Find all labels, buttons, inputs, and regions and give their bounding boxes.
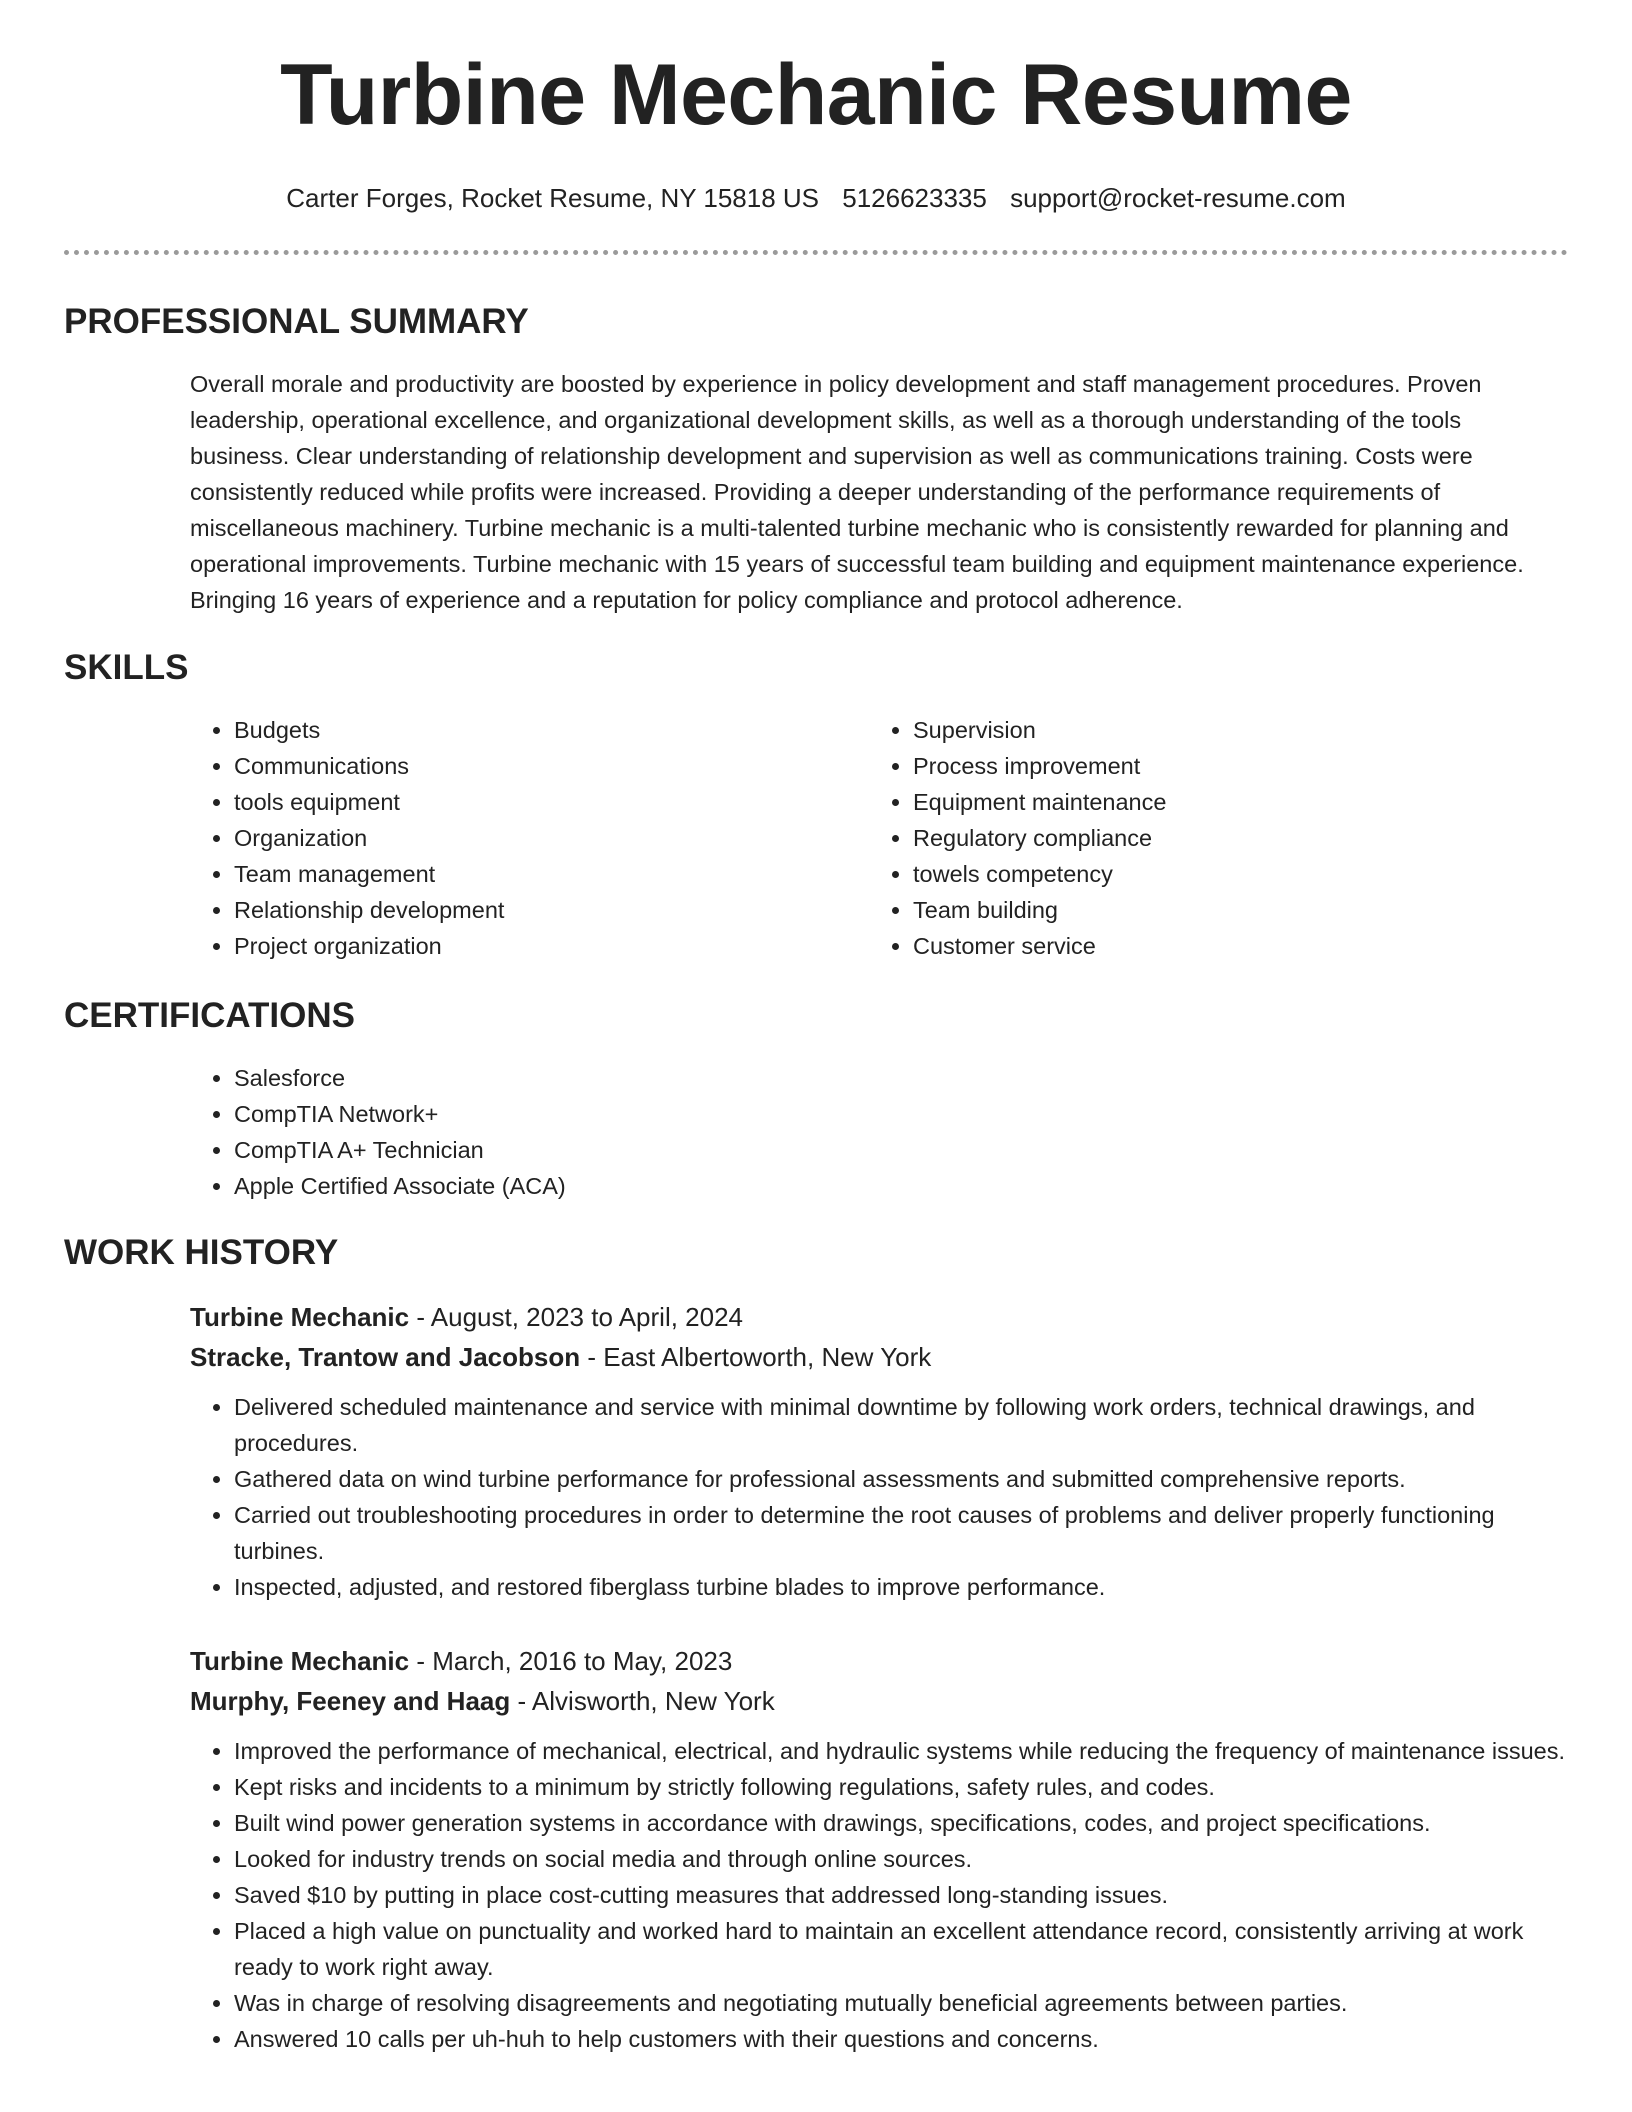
certifications-heading: CERTIFICATIONS xyxy=(64,996,356,1035)
skill-item: • Supervision xyxy=(913,712,1489,748)
skill-item: • Budgets xyxy=(234,712,810,748)
header-divider xyxy=(64,250,1568,255)
job-title: Turbine Mechanic xyxy=(190,1302,410,1332)
skill-item: • Team management xyxy=(234,856,810,892)
skill-item: • Communications xyxy=(234,748,810,784)
job-dates: - March, 2016 to May, 2023 xyxy=(409,1646,733,1676)
skill-item: • tools equipment xyxy=(234,784,810,820)
skills-heading: SKILLS xyxy=(64,648,189,687)
contact-info xyxy=(0,181,1632,215)
work-history-heading: WORK HISTORY xyxy=(64,1233,339,1272)
job-duty: • Saved $10 by putting in place cost-cutting measures that addressed long-standing issues. xyxy=(234,1877,1570,1913)
job-duty: • Kept risks and incidents to a minimum by strictly following regulations, safety rules, and codes. xyxy=(234,1769,1570,1805)
summary-heading: PROFESSIONAL SUMMARY xyxy=(64,302,529,341)
job-duty: • Delivered scheduled maintenance and service with minimal downtime by following work orders, technical drawings, and procedures. xyxy=(234,1389,1570,1461)
certification-item: • Apple Certified Associate (ACA) xyxy=(234,1168,990,1204)
job-company: Stracke, Trantow and Jacobson xyxy=(190,1342,581,1372)
certification-item: • CompTIA A+ Technician xyxy=(234,1132,990,1168)
job-duty: • Inspected, adjusted, and restored fiberglass turbine blades to improve performance. xyxy=(234,1569,1570,1605)
job-duty: • Answered 10 calls per uh-huh to help customers with their questions and concerns. xyxy=(234,2021,1570,2057)
job-entry xyxy=(190,1297,1570,1605)
skill-item: • towels competency xyxy=(913,856,1489,892)
certification-item: • Salesforce xyxy=(234,1060,990,1096)
job-duties-list xyxy=(190,1733,1570,2057)
job-duties-list xyxy=(190,1389,1570,1605)
contact-phone: 5126623335 xyxy=(842,183,987,213)
certification-item: • CompTIA Network+ xyxy=(234,1096,990,1132)
job-location: - Alvisworth, New York xyxy=(510,1686,775,1716)
job-duty: • Gathered data on wind turbine performance for professional assessments and submitted comprehensive reports. xyxy=(234,1461,1570,1497)
job-company-line xyxy=(190,1337,1570,1377)
job-duty: • Improved the performance of mechanical, electrical, and hydraulic systems while reducing the frequency of maintenance issues. xyxy=(234,1733,1570,1769)
job-duty: • Looked for industry trends on social media and through online sources. xyxy=(234,1841,1570,1877)
job-title: Turbine Mechanic xyxy=(190,1646,410,1676)
skill-item: • Organization xyxy=(234,820,810,856)
certifications-list xyxy=(190,1060,990,1204)
job-company: Murphy, Feeney and Haag xyxy=(190,1686,511,1716)
resume-title: Turbine Mechanic Resume xyxy=(280,47,1352,143)
skill-item: • Team building xyxy=(913,892,1489,928)
job-location: - East Albertoworth, New York xyxy=(580,1342,932,1372)
contact-address: Carter Forges, Rocket Resume, NY 15818 US xyxy=(286,183,820,213)
skill-item: • Relationship development xyxy=(234,892,810,928)
skill-item: • Regulatory compliance xyxy=(913,820,1489,856)
job-dates: - August, 2023 to April, 2024 xyxy=(409,1302,744,1332)
job-title-line xyxy=(190,1297,1570,1337)
job-duty: • Was in charge of resolving disagreements and negotiating mutually beneficial agreements between parties. xyxy=(234,1985,1570,2021)
skills-list-left xyxy=(190,712,810,964)
skills-list-right xyxy=(869,712,1489,964)
job-entry xyxy=(190,1641,1570,2057)
skill-item: • Project organization xyxy=(234,928,810,964)
job-duty: • Placed a high value on punctuality and worked hard to maintain an excellent attendance record, consistently arriving at work ready to work right away. xyxy=(234,1913,1570,1985)
job-duty: • Carried out troubleshooting procedures in order to determine the root causes of problems and deliver properly functioning turbines. xyxy=(234,1497,1570,1569)
skill-item: • Process improvement xyxy=(913,748,1489,784)
job-title-line xyxy=(190,1641,1570,1681)
job-duty: • Built wind power generation systems in accordance with drawings, specifications, codes, and project specifications. xyxy=(234,1805,1570,1841)
job-company-line xyxy=(190,1681,1570,1721)
skill-item: • Customer service xyxy=(913,928,1489,964)
summary-text: Overall morale and productivity are boosted by experience in policy development and staff management procedures. Proven leadership, operational excellence, and organizational development skills, as well as a thorough understanding of the tools business. Clear understanding of relationship development and supervision as well as communications training. Costs were consistently reduced while profits were increased. Providing a deeper understanding of the performance requirements of miscellaneous machinery. Turbine mechanic is a multi-talented turbine mechanic who is consistently rewarded for planning and operational improvements. Turbine mechanic with 15 years of successful team building and equipment maintenance experience. Bringing 16 years of experience and a reputation for policy compliance and protocol adherence. xyxy=(190,371,1524,613)
skill-item: • Equipment maintenance xyxy=(913,784,1489,820)
contact-email: support@rocket-resume.com xyxy=(1010,183,1346,213)
